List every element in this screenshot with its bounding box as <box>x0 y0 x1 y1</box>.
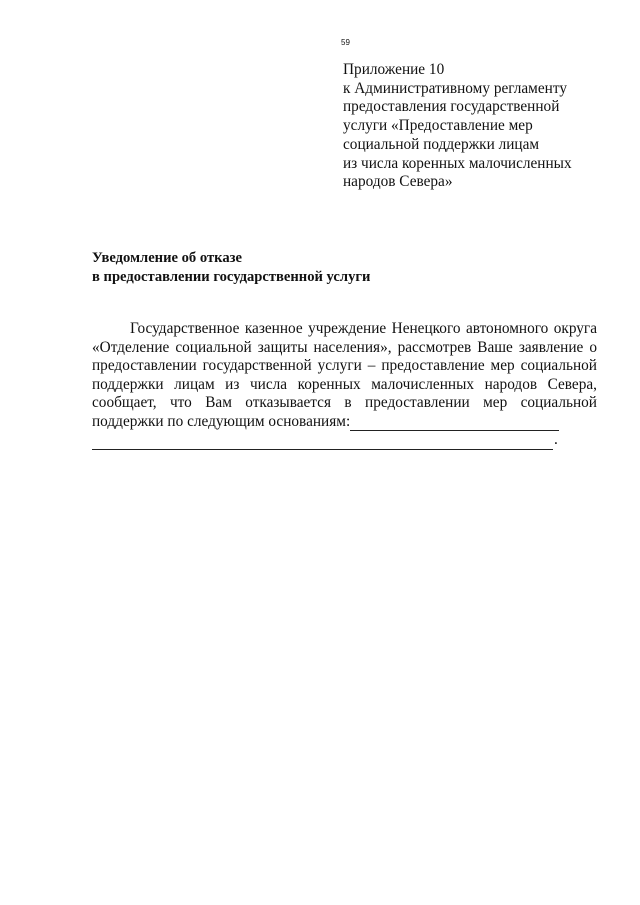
appendix-line: Приложение 10 <box>343 61 445 78</box>
body-line: Государственное казенное учреждение Ненецкого автономного округа <box>130 320 597 337</box>
reasons-blank-field-2[interactable] <box>92 435 553 450</box>
appendix-header <box>343 61 572 192</box>
body-line: поддержки лицам из числа коренных малочисленных народов Севера, <box>92 375 597 393</box>
title-line: Уведомление об отказе <box>92 250 242 266</box>
reasons-continuation <box>92 431 597 450</box>
body-line: «Отделение социальной защиты населения», рассмотрев Ваше заявление о <box>92 338 597 356</box>
appendix-line: из числа коренных малочисленных <box>343 154 572 172</box>
body-line: поддержки по следующим основаниям: <box>92 412 351 430</box>
appendix-line: социальной поддержки лицам <box>343 135 540 153</box>
end-period: . <box>554 431 558 448</box>
document-title <box>92 249 370 286</box>
body-line-reasons <box>92 413 597 432</box>
body-line: предоставлении государственной услуги – предоставление мер социальной <box>92 357 597 374</box>
page-number: 59 <box>341 38 350 47</box>
title-line: в предоставлении государственной услуги <box>92 268 371 285</box>
reasons-blank-field[interactable] <box>350 416 559 431</box>
appendix-line: народов Севера» <box>343 173 453 191</box>
appendix-line: услуги «Предоставление мер <box>343 117 533 135</box>
appendix-line: предоставления государственной <box>343 98 560 116</box>
appendix-line: к Административному регламенту <box>343 79 567 97</box>
body-line: сообщает, что Вам отказывается в предоставлении мер социальной <box>92 394 597 411</box>
notice-body <box>92 320 597 450</box>
